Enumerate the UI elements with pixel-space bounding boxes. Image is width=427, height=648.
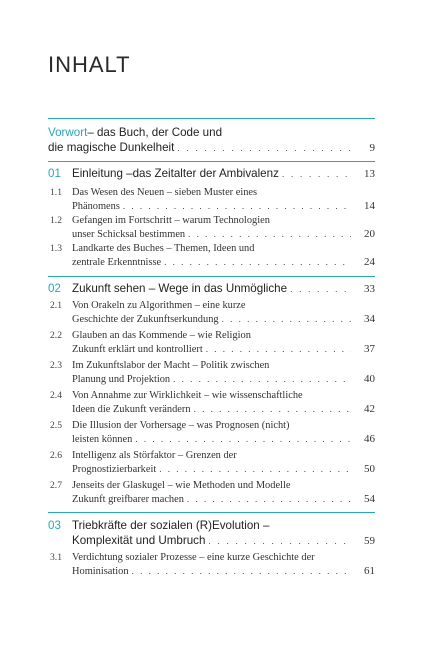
chapter-number: 03 [48, 519, 61, 532]
section-number: 1.2 [50, 215, 62, 226]
leader-dots [164, 256, 351, 270]
section-title-line1: Verdichtung sozialer Prozesse – eine kurze Geschichte der [72, 552, 315, 563]
leader-dots [187, 493, 351, 507]
page-number: 59 [364, 535, 375, 547]
section-number: 2.4 [50, 390, 62, 401]
section-title-line2: unser Schicksal bestimmen [72, 228, 186, 240]
page-title: INHALT [48, 52, 131, 77]
section-number: 2.1 [50, 300, 62, 311]
chapter-number: 02 [48, 282, 61, 295]
page-number: 34 [364, 312, 375, 325]
page-number: 24 [364, 255, 375, 268]
section-title-line1: Die Illusion der Vorhersage – was Prognosen (nicht) [72, 420, 290, 431]
page-number: 14 [364, 199, 375, 212]
section-title-line1: Intelligenz als Störfaktor – Grenzen der [72, 450, 237, 461]
page-number: 37 [364, 342, 375, 355]
section-number: 3.1 [50, 552, 62, 563]
section-title-line2: Zukunft greifbarer machen [72, 493, 184, 505]
leader-dots [208, 534, 351, 549]
foreword-title-line2: die magische Dunkelheit [48, 141, 175, 154]
page-number: 50 [364, 462, 375, 475]
page-number: 54 [364, 492, 375, 505]
leader-dots [194, 403, 351, 417]
divider [48, 161, 375, 162]
toc-entry-1-3[interactable] [50, 242, 375, 269]
toc-entry-1-2[interactable] [50, 214, 375, 241]
section-title-line1: Landkarte des Buches – Themen, Ideen und [72, 243, 255, 254]
page-number: 40 [364, 372, 375, 385]
chapter-title-line1: Triebkräfte der sozialen (R)Evolution – [72, 519, 270, 532]
section-title-line2: Zukunft erklärt und kontrolliert [72, 343, 203, 355]
leader-dots [282, 167, 351, 182]
toc-entry-2-5[interactable] [50, 419, 375, 446]
section-number: 2.6 [50, 450, 62, 461]
chapter-title: Einleitung –das Zeitalter der Ambivalenz [72, 167, 279, 180]
toc-entry-foreword[interactable] [48, 125, 375, 156]
leader-dots [132, 565, 351, 579]
section-title-line2: Phänomens [72, 200, 120, 212]
section-title-line1: Von Orakeln zu Algorithmen – eine kurze [72, 300, 246, 311]
toc-entry-2-2[interactable] [50, 329, 375, 356]
section-number: 2.3 [50, 360, 62, 371]
toc-chapter-02[interactable] [48, 281, 375, 297]
page-number: 33 [364, 283, 375, 295]
page-number: 20 [364, 227, 375, 240]
section-title-line2: zentrale Erkenntnisse [72, 256, 162, 268]
page-number: 42 [364, 402, 375, 415]
section-title-line1: Von Annahme zur Wirklichkeit – wie wissenschaftliche [72, 390, 303, 401]
chapter-title: Zukunft sehen – Wege in das Unmögliche [72, 282, 288, 295]
toc-entry-1-1[interactable] [50, 186, 375, 213]
leader-dots [188, 228, 351, 242]
chapter-number: 01 [48, 167, 61, 180]
foreword-title-line1: – das Buch, der Code und [87, 126, 223, 139]
toc-chapter-03[interactable] [48, 518, 375, 549]
page-number: 46 [364, 432, 375, 445]
page-number: 9 [369, 142, 375, 154]
section-title-line2: Ideen die Zukunft verändern [72, 403, 191, 415]
toc-entry-2-1[interactable] [50, 299, 375, 326]
leader-dots [177, 141, 351, 156]
toc-entry-2-7[interactable] [50, 479, 375, 506]
section-number: 1.1 [50, 187, 62, 198]
toc-entry-2-4[interactable] [50, 389, 375, 416]
section-title-line1: Das Wesen des Neuen – sieben Muster eines [72, 187, 258, 198]
section-number: 2.2 [50, 330, 62, 341]
page-number: 13 [364, 168, 375, 180]
section-title-line2: leisten können [72, 433, 133, 445]
foreword-label: Vorwort [48, 126, 88, 139]
divider [48, 276, 375, 277]
section-title-line2: Geschichte der Zukunftserkundung [72, 313, 219, 325]
toc-entry-2-3[interactable] [50, 359, 375, 386]
section-title-line1: Glauben an das Kommende – wie Religion [72, 330, 251, 341]
leader-dots [290, 282, 351, 297]
section-title-line2: Hominisation [72, 565, 129, 577]
section-number: 2.7 [50, 480, 62, 491]
leader-dots [123, 200, 351, 214]
section-number: 1.3 [50, 243, 62, 254]
section-title-line1: Gefangen im Fortschritt – warum Technologien [72, 215, 270, 226]
chapter-title-line2: Komplexität und Umbruch [72, 534, 206, 547]
leader-dots [173, 373, 351, 387]
leader-dots [159, 463, 351, 477]
section-number: 2.5 [50, 420, 62, 431]
toc-entry-2-6[interactable] [50, 449, 375, 476]
leader-dots [222, 313, 351, 327]
toc-entry-3-1[interactable] [50, 551, 375, 578]
section-title-line2: Prognostizierbarkeit [72, 463, 157, 475]
divider [48, 118, 375, 119]
leader-dots [206, 343, 351, 357]
leader-dots [135, 433, 351, 447]
section-title-line1: Im Zukunftslabor der Macht – Politik zwischen [72, 360, 270, 371]
toc-chapter-01[interactable] [48, 166, 375, 182]
page-number: 61 [364, 564, 375, 577]
section-title-line2: Planung und Projektion [72, 373, 171, 385]
divider [48, 512, 375, 513]
section-title-line1: Jenseits der Glaskugel – wie Methoden und Modelle [72, 480, 291, 491]
